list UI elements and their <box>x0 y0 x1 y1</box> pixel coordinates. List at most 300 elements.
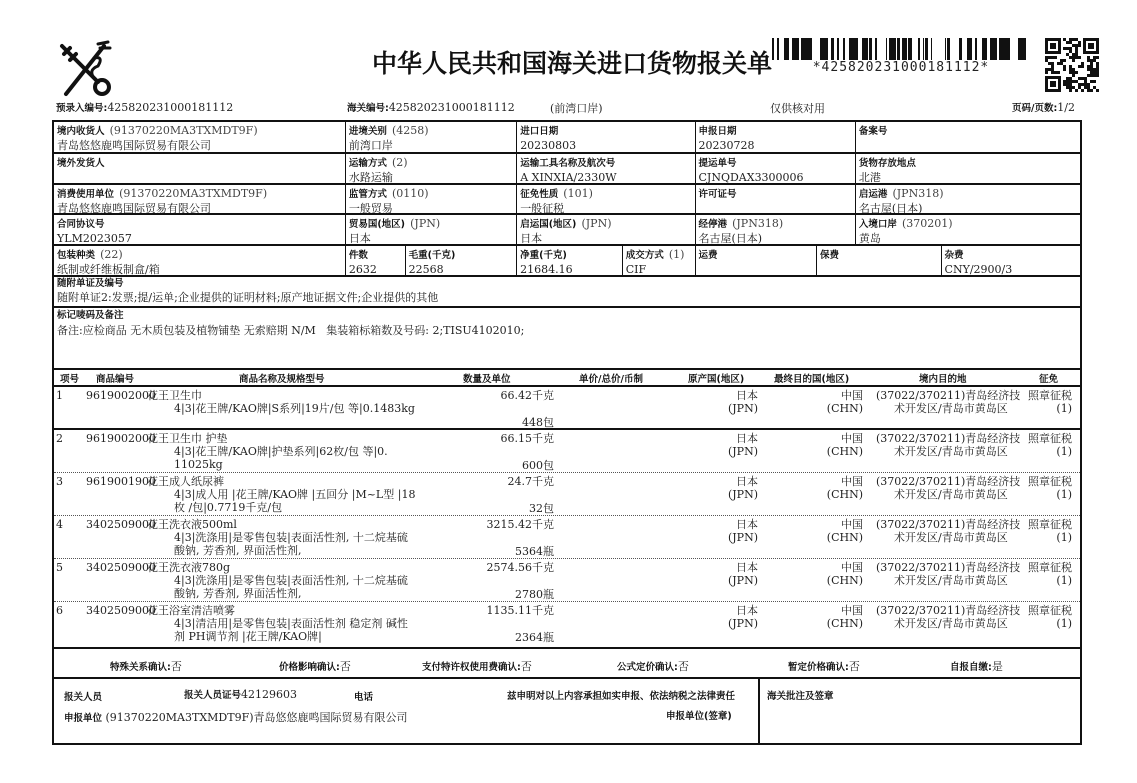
qr-module <box>1069 83 1072 86</box>
item-code: 3402509000 <box>86 604 156 617</box>
qr-module <box>1063 47 1066 50</box>
field-value: 前湾口岸 <box>348 139 393 152</box>
qr-module <box>1078 83 1081 86</box>
item-qty-unit: 2780瓶 <box>515 588 554 601</box>
field-label: 监管方式 <box>348 189 387 200</box>
barcode-bar <box>894 38 895 60</box>
qr-module <box>1078 86 1081 89</box>
field-value: 2632 <box>348 263 377 275</box>
qr-module <box>1072 74 1075 77</box>
item-final-dest-code: (CHN) <box>826 617 863 630</box>
field-label: 件数 <box>348 250 368 261</box>
item-no: 5 <box>56 561 63 574</box>
form-row <box>54 122 1080 154</box>
item-origin: 日本 <box>736 475 758 488</box>
field-code: (JPN) <box>410 217 441 230</box>
page-value: 1/2 <box>1057 101 1075 114</box>
item-domestic-dest-cont: 术开发区/青岛市黄岛区 <box>894 574 1008 587</box>
item-spec: 4|3|成人用 |花王牌/KAO牌 |五回分 |M~L型 |18 <box>174 488 416 501</box>
form-field <box>517 215 695 244</box>
barcode-bar <box>967 38 968 60</box>
form-row <box>54 215 1080 246</box>
item-qty: 66.42千克 <box>500 389 554 402</box>
item-qty: 1135.11千克 <box>486 604 554 617</box>
barcode-bar <box>984 38 987 60</box>
field-code: (370201) <box>901 217 953 230</box>
qr-module <box>1051 71 1054 74</box>
barcode-bar <box>1002 38 1005 60</box>
qr-module <box>1069 47 1072 50</box>
field-label: 启运国(地区) <box>520 219 577 230</box>
form-field <box>346 154 517 183</box>
qr-module <box>1075 71 1078 74</box>
marks-section <box>54 308 1080 370</box>
field-value: 黄岛 <box>858 232 881 244</box>
barcode-bar <box>910 38 912 60</box>
qr-module <box>1045 56 1048 59</box>
form-field <box>856 185 1080 213</box>
field-code: (91370220MA3TXMDT9F) <box>109 124 258 137</box>
qr-module <box>1078 41 1081 44</box>
qr-module <box>1078 56 1081 59</box>
barcode-bar <box>1024 38 1026 60</box>
qr-module <box>1069 68 1072 71</box>
declarant-id-label: 报关人员证号 <box>184 690 242 701</box>
field-code: (4258) <box>391 124 429 137</box>
barcode-bar <box>778 38 779 60</box>
field-value: 名古屋(日本) <box>858 202 923 213</box>
field-label: 许可证号 <box>698 189 737 200</box>
qr-module <box>1063 68 1066 71</box>
qr-module <box>1048 68 1051 71</box>
col-domestic-dest: 境内目的地 <box>919 374 967 385</box>
barcode-bar <box>837 38 839 60</box>
item-code: 9619002000 <box>86 432 156 445</box>
qr-module <box>1090 68 1093 71</box>
item-levy: 照章征税 <box>1028 389 1072 402</box>
signature-section <box>54 679 1080 745</box>
item-domestic-dest-cont: 术开发区/青岛市黄岛区 <box>894 617 1008 630</box>
confirmation-label: 自报自缴: <box>950 662 992 673</box>
field-value: 青岛悠悠鹿鸣国际贸易有限公司 <box>57 139 211 152</box>
item-levy-code: (1) <box>1056 488 1072 501</box>
field-label: 保费 <box>820 250 840 261</box>
confirmation-item <box>110 658 182 674</box>
field-label: 入境口岸 <box>858 219 897 230</box>
barcode-bar <box>993 38 995 60</box>
form-row <box>54 154 1080 185</box>
item-origin-code: (JPN) <box>727 402 758 415</box>
form-field <box>406 246 518 275</box>
qr-module <box>1078 65 1081 68</box>
qr-module <box>1072 80 1075 83</box>
qr-module <box>1069 38 1072 41</box>
field-label: 包装种类 <box>57 250 96 261</box>
qr-module <box>1075 47 1078 50</box>
barcode-bar <box>820 38 823 60</box>
barcode-bar <box>908 38 910 60</box>
form-field <box>856 122 1080 152</box>
barcode-bar <box>875 38 876 60</box>
item-final-dest: 中国 <box>841 432 863 445</box>
form-field <box>54 122 346 152</box>
qr-module <box>1087 83 1090 86</box>
item-row <box>54 516 1080 559</box>
barcode-bar <box>826 38 828 60</box>
item-levy-code: (1) <box>1056 445 1072 458</box>
item-name: 花王洗衣液780g <box>147 561 231 574</box>
qr-module <box>1069 71 1072 74</box>
qr-module <box>1057 62 1060 65</box>
customs-emblem-logo <box>54 38 116 100</box>
item-final-dest: 中国 <box>841 561 863 574</box>
qr-module <box>1069 86 1072 89</box>
qr-module <box>1060 59 1063 62</box>
qr-module <box>1045 68 1048 71</box>
qr-module <box>1048 56 1051 59</box>
col-final-dest: 最终目的国(地区) <box>774 374 850 385</box>
item-final-dest: 中国 <box>841 518 863 531</box>
field-label: 启运港 <box>858 189 888 200</box>
qr-module <box>1075 44 1078 47</box>
qr-module <box>1075 89 1078 92</box>
qr-module <box>1057 71 1060 74</box>
qr-module <box>1096 68 1099 71</box>
item-origin: 日本 <box>736 432 758 445</box>
qr-module <box>1072 86 1075 89</box>
form-field <box>696 185 856 213</box>
form-row <box>54 246 1080 277</box>
barcode-bar <box>792 38 795 60</box>
barcode-bar <box>869 38 872 60</box>
qr-module <box>1050 43 1056 49</box>
qr-module <box>1066 80 1069 83</box>
form-field <box>346 246 406 275</box>
declaring-unit-value: (91370220MA3TXMDT9F)青岛悠悠鹿鸣国际贸易有限公司 <box>105 711 408 724</box>
item-origin-code: (JPN) <box>727 574 758 587</box>
barcode-bar <box>970 38 972 60</box>
form-field <box>817 246 942 275</box>
form-field <box>696 122 856 152</box>
confirmation-label: 特殊关系确认: <box>110 662 171 673</box>
field-label: 运输方式 <box>348 158 387 169</box>
qr-module <box>1090 80 1093 83</box>
item-domestic-dest: (37022/370211)青岛经济技 <box>876 561 1021 574</box>
barcode-bar <box>889 38 891 60</box>
barcode-text: *425820231000181112* <box>812 60 990 75</box>
form-field <box>54 185 346 213</box>
item-no: 4 <box>56 518 63 531</box>
item-no: 3 <box>56 475 63 488</box>
item-spec: 4|3|清洁用|是零售包装|表面活性剂 稳定剂 碱性 <box>174 617 408 630</box>
barcode-bar <box>904 38 907 60</box>
qr-module <box>1051 68 1054 71</box>
qr-module <box>1090 71 1093 74</box>
form-field <box>856 215 1080 244</box>
qr-module <box>1060 62 1063 65</box>
confirmation-item <box>788 658 860 674</box>
item-domestic-dest-cont: 术开发区/青岛市黄岛区 <box>894 445 1008 458</box>
qr-module <box>1075 80 1078 83</box>
field-code: (JPN) <box>581 217 612 230</box>
barcode-bar <box>831 38 834 60</box>
port-note: (前湾口岸) <box>550 102 603 115</box>
pre-entry-label: 预录入编号: <box>56 103 108 114</box>
field-code: (22) <box>100 248 123 261</box>
qr-module <box>1072 59 1075 62</box>
form-field <box>517 246 623 275</box>
barcode-bar <box>811 38 812 60</box>
item-spec-cont: 酸钠, 芳香剂, 界面活性剂, <box>174 587 302 600</box>
barcode-bar <box>923 38 924 60</box>
qr-module <box>1078 44 1081 47</box>
qr-module <box>1096 71 1099 74</box>
item-no: 6 <box>56 604 63 617</box>
item-qty: 66.15千克 <box>500 432 554 445</box>
barcode-bar <box>999 38 1001 60</box>
qr-module <box>1075 38 1078 41</box>
item-spec-cont: 11025kg <box>174 458 223 471</box>
item-name: 花王洗衣液500ml <box>147 518 237 531</box>
barcode-bar <box>976 38 977 60</box>
qr-module <box>1093 56 1096 59</box>
field-code: (JPN318) <box>732 217 784 230</box>
item-final-dest: 中国 <box>841 604 863 617</box>
confirmation-label: 价格影响确认: <box>279 662 340 673</box>
item-domestic-dest: (37022/370211)青岛经济技 <box>876 475 1021 488</box>
item-qty-unit: 32包 <box>529 502 554 515</box>
item-origin-code: (JPN) <box>727 488 758 501</box>
qr-module <box>1087 56 1090 59</box>
barcode-bar <box>851 38 852 60</box>
item-qty: 3215.42千克 <box>486 518 554 531</box>
item-code: 3402509000 <box>86 561 156 574</box>
barcode-bar <box>801 38 803 60</box>
qr-module <box>1045 71 1048 74</box>
qr-module <box>1069 56 1072 59</box>
marks-value: 备注:应检商品 无木质包装及植物铺垫 无索赔期 N/M 集装箱标箱数及号码: 2;TISU4102010; <box>57 324 525 337</box>
barcode-bar <box>918 38 920 60</box>
qr-module <box>1066 53 1069 56</box>
item-row <box>54 473 1080 516</box>
item-name: 花王成人纸尿裤 <box>147 475 224 488</box>
field-code: (101) <box>563 187 593 200</box>
qr-module <box>1090 89 1093 92</box>
item-domestic-dest: (37022/370211)青岛经济技 <box>876 604 1021 617</box>
form-field <box>54 154 346 183</box>
qr-module <box>1084 83 1087 86</box>
item-levy-code: (1) <box>1056 617 1072 630</box>
item-final-dest-code: (CHN) <box>826 402 863 415</box>
qr-module <box>1081 65 1084 68</box>
form-field <box>942 246 1080 275</box>
barcode-bar <box>902 38 904 60</box>
documents-section <box>54 277 1080 308</box>
legal-statement: 兹申明对以上内容承担如实申报、依法纳税之法律责任 <box>507 691 736 702</box>
customs-number: 425820231000181112 <box>388 101 515 114</box>
item-origin: 日本 <box>736 604 758 617</box>
col-levy: 征免 <box>1039 374 1059 385</box>
field-value: CNY/2900/3 <box>944 263 1013 275</box>
form-field <box>696 246 818 275</box>
item-qty-unit: 600包 <box>522 459 554 472</box>
confirmation-label: 支付特许权使用费确认: <box>422 662 521 673</box>
field-value: 青岛悠悠鹿鸣国际贸易有限公司 <box>57 202 211 213</box>
qr-module <box>1096 74 1099 77</box>
item-origin-code: (JPN) <box>727 617 758 630</box>
item-qty: 2574.56千克 <box>486 561 554 574</box>
item-code: 3402509000 <box>86 518 156 531</box>
field-label: 境内收货人 <box>57 126 105 137</box>
barcode-bar <box>891 38 894 60</box>
col-price: 单价/总价/币制 <box>579 374 643 385</box>
item-domestic-dest: (37022/370211)青岛经济技 <box>876 518 1021 531</box>
field-label: 成交方式 <box>625 250 664 261</box>
field-code: (0110) <box>391 187 429 200</box>
form-field <box>54 215 346 244</box>
field-label: 申报日期 <box>698 126 737 137</box>
qr-module <box>1063 83 1066 86</box>
barcode-bar <box>855 38 858 60</box>
qr-module <box>1087 74 1090 77</box>
qr-module <box>1069 65 1072 68</box>
form-field <box>517 122 695 152</box>
field-value: 20230728 <box>698 139 755 152</box>
verify-note: 仅供核对用 <box>770 102 825 115</box>
barcode-bar <box>823 38 825 60</box>
qr-module <box>1051 65 1054 68</box>
qr-module <box>1069 80 1072 83</box>
qr-module <box>1063 80 1066 83</box>
col-name: 商品名称及规格型号 <box>239 374 325 385</box>
field-label: 提运单号 <box>698 158 737 169</box>
pre-entry-number: 425820231000181112 <box>107 101 234 114</box>
field-code: (2) <box>391 156 408 169</box>
qr-module <box>1063 38 1066 41</box>
qr-module <box>1078 77 1081 80</box>
barcode-bar <box>807 38 808 60</box>
qr-module <box>1072 71 1075 74</box>
qr-module <box>1054 71 1057 74</box>
item-origin: 日本 <box>736 561 758 574</box>
item-levy: 照章征税 <box>1028 475 1072 488</box>
field-value: 水路运输 <box>348 171 393 183</box>
marks-label: 标记唛码及备注 <box>57 310 124 321</box>
barcode-bar <box>925 38 928 60</box>
qr-module <box>1090 62 1093 65</box>
qr-module <box>1051 56 1054 59</box>
qr-module <box>1072 44 1075 47</box>
barcode-bar <box>803 38 804 60</box>
declaration-form <box>52 120 1082 745</box>
qr-module <box>1072 56 1075 59</box>
item-no: 2 <box>56 432 63 445</box>
documents-value: 随附单证2:发票;提/运单;企业提供的证明材料;原产地证据文件;企业提供的其他 <box>57 291 439 304</box>
form-field <box>696 154 856 183</box>
field-label: 运输工具名称及航次号 <box>520 158 616 169</box>
form-field <box>346 215 517 244</box>
barcode-bar <box>1001 38 1002 60</box>
field-label: 进境关别 <box>348 126 387 137</box>
qr-module <box>1087 59 1090 62</box>
qr-module <box>1087 89 1090 92</box>
item-name: 花王卫生巾 护垫 <box>147 432 228 445</box>
confirmation-value: 是 <box>991 660 1003 673</box>
qr-module <box>1081 62 1084 65</box>
item-levy: 照章征税 <box>1028 432 1072 445</box>
qr-module <box>1087 68 1090 71</box>
item-final-dest: 中国 <box>841 475 863 488</box>
form-field <box>346 122 517 152</box>
qr-module <box>1081 83 1084 86</box>
barcode-bar <box>945 38 946 60</box>
page-label: 页码/页数: <box>1012 103 1058 114</box>
item-spec-cont: 酸钠, 芳香剂, 界面活性剂, <box>174 544 302 557</box>
field-value: 一般征税 <box>520 202 565 213</box>
item-origin: 日本 <box>736 389 758 402</box>
qr-module <box>1093 59 1096 62</box>
confirmation-value: 否 <box>339 660 351 673</box>
qr-module <box>1081 77 1084 80</box>
qr-module <box>1093 71 1096 74</box>
item-levy-code: (1) <box>1056 531 1072 544</box>
qr-module <box>1093 74 1096 77</box>
barcode-bar <box>843 38 845 60</box>
item-levy: 照章征税 <box>1028 518 1072 531</box>
declaring-unit-label: 申报单位 <box>64 713 103 724</box>
qr-module <box>1051 62 1054 65</box>
barcode-bar <box>886 38 887 60</box>
qr-module <box>1066 41 1069 44</box>
confirmation-item <box>617 658 689 674</box>
form-field <box>517 154 695 183</box>
field-value: 20230803 <box>520 139 577 152</box>
confirmation-value: 否 <box>170 660 182 673</box>
qr-module <box>1069 89 1072 92</box>
qr-module <box>1072 68 1075 71</box>
barcode-bar <box>897 38 898 60</box>
item-domestic-dest: (37022/370211)青岛经济技 <box>876 389 1021 402</box>
qr-module <box>1096 89 1099 92</box>
form-field <box>696 215 856 244</box>
qr-module <box>1084 77 1087 80</box>
field-value: 21684.16 <box>520 263 573 275</box>
item-final-dest: 中国 <box>841 389 863 402</box>
item-qty-unit: 448包 <box>522 416 554 429</box>
item-row <box>54 559 1080 602</box>
field-label: 消费使用单位 <box>57 189 115 200</box>
qr-module <box>1054 56 1057 59</box>
item-qty-unit: 5364瓶 <box>515 545 554 558</box>
documents-label: 随附单证及编号 <box>57 278 124 289</box>
divider <box>758 679 760 745</box>
qr-module <box>1045 59 1048 62</box>
qr-module <box>1090 74 1093 77</box>
field-value: 纸制或纤维板制盒/箱 <box>57 263 160 275</box>
qr-module <box>1093 86 1096 89</box>
qr-module <box>1069 50 1072 53</box>
customs-number-label: 海关编号: <box>347 103 389 114</box>
field-label: 境外发货人 <box>57 158 105 169</box>
item-qty-unit: 2364瓶 <box>515 631 554 644</box>
barcode-bar <box>1009 38 1010 60</box>
item-levy: 照章征税 <box>1028 561 1072 574</box>
item-spec: 4|3|洗涤用|是零售包装|表面活性剂, 十二烷基硫 <box>174 574 408 587</box>
qr-module <box>1093 68 1096 71</box>
barcode-bar <box>808 38 811 60</box>
qr-module <box>1090 65 1093 68</box>
field-code: (JPN318) <box>892 187 944 200</box>
